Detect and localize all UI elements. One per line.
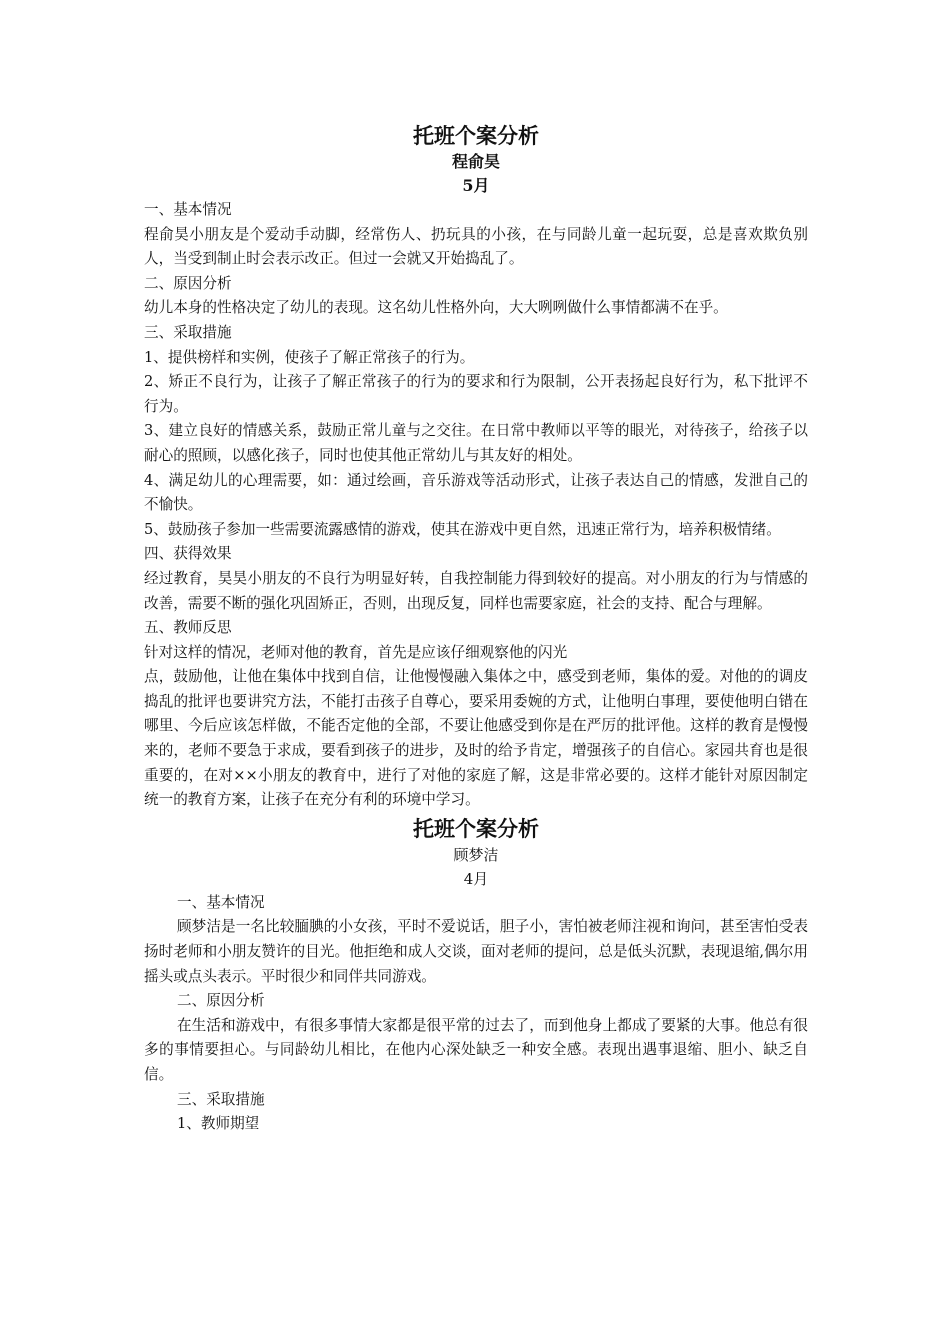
case2-month: 4月 [463,869,489,888]
case2-section1-text: 顾梦洁是一名比较腼腆的小女孩，平时不爱说话，胆子小，害怕被老师注视和询问，甚至害怕受表扬时老师和小朋友赞许的目光。他拒绝和成人交谈，面对老师的提问，总是低头沉默，表现退缩,偶尔用摇头或点头表示。平时很少和同伴共同游戏。 [144,918,808,985]
case1-section1-text: 程俞昊小朋友是个爱动手动脚，经常伤人、扔玩具的小孩，在与同龄儿童一起玩耍，总是喜欢欺负别人，当受到制止时会表示改正。但过一会就又开始捣乱了。 [144,225,808,268]
case2-child-name: 顾梦洁 [453,845,499,864]
case1-measure-item: 4、满足幼儿的心理需要，如：通过绘画，音乐游戏等活动形式，让孩子表达自己的情感，发泄自己的不愉快。 [144,471,808,514]
case1-section1-heading: 一、基本情况 [144,201,232,218]
document-body [144,122,808,1137]
case2-measure-item: 1、教师期望 [177,1115,260,1133]
case1-section5-first-line: 针对这样的情况，老师对他的教育，首先是应该仔细观察他的闪光 [144,643,568,661]
case1-section5-heading: 五、教师反思 [144,619,232,637]
case1-measure-item: 1、提供榜样和实例，使孩子了解正常孩子的行为。 [144,348,475,366]
case2-section2-heading: 二、原因分析 [177,992,265,1010]
case1-section2-text: 幼儿本身的性格决定了幼儿的表现。这名幼儿性格外向，大大咧咧做什么事情都满不在乎。 [144,299,728,317]
case1-measure-item: 2、矫正不良行为，让孩子了解正常孩子的行为的要求和行为限制，公开表扬起良好行为，私下批评不行为。 [144,373,808,415]
case2-section3-heading: 三、采取措施 [177,1090,265,1108]
case1-section4-heading: 四、获得效果 [144,545,232,563]
case1-measure-item: 3、建立良好的情感关系，鼓励正常儿童与之交往。在日常中教师以平等的眼光，对待孩子，给孩子以耐心的照顾，以感化孩子，同时也使其他正常幼儿与其友好的相处。 [144,422,808,464]
case2-section2-text: 在生活和游戏中，有很多事情大家都是很平常的过去了，而到他身上都成了要紧的大事。他总有很多的事情要担心。与同龄幼儿相比，在他内心深处缺乏一种安全感。表现出遇事退缩、胆小、缺乏自信。 [144,1016,808,1083]
case1-section4-text: 经过教育，昊昊小朋友的不良行为明显好转，自我控制能力得到较好的提高。对小朋友的行为与情感的改善，需要不断的强化巩固矫正，否则，出现反复，同样也需要家庭，社会的支持、配合与理解。 [144,569,808,612]
case1-section2-heading: 二、原因分析 [144,274,232,292]
case1-title: 托班个案分析 [413,123,539,148]
case1-measure-item: 5、鼓励孩子参加一些需要流露感情的游戏，使其在游戏中更自然，迅速正常行为，培养积极情绪。 [144,520,781,538]
case1-month: 5月 [462,176,490,195]
case2-section1-heading: 一、基本情况 [177,893,265,911]
case1-section3-heading: 三、采取措施 [144,323,232,341]
case1-section5-text: 点，鼓励他，让他在集体中找到自信，让他慢慢融入集体之中，感受到老师，集体的爱。对他的的调皮捣乱的批评也要讲究方法，不能打击孩子自尊心，要采用委婉的方式，让他明白事理，要使他明白错在哪里、今后应该怎样做，不能否定他的全部，不要让他感受到你是在严厉的批评他。这样的教育是慢慢来的，老师不要急于求成，要看到孩子的进步，及时的给予肯定，增强孩子的自信心。家园共育也是很重要的，在对××小朋友的教育中，进行了对他的家庭了解，这是非常必要的。这样才能针对原因制定统一的教育方案，让孩子在充分有利的环境中学习。 [144,668,808,809]
case2-title: 托班个案分析 [413,815,539,841]
case1-child-name: 程俞昊 [451,152,500,171]
